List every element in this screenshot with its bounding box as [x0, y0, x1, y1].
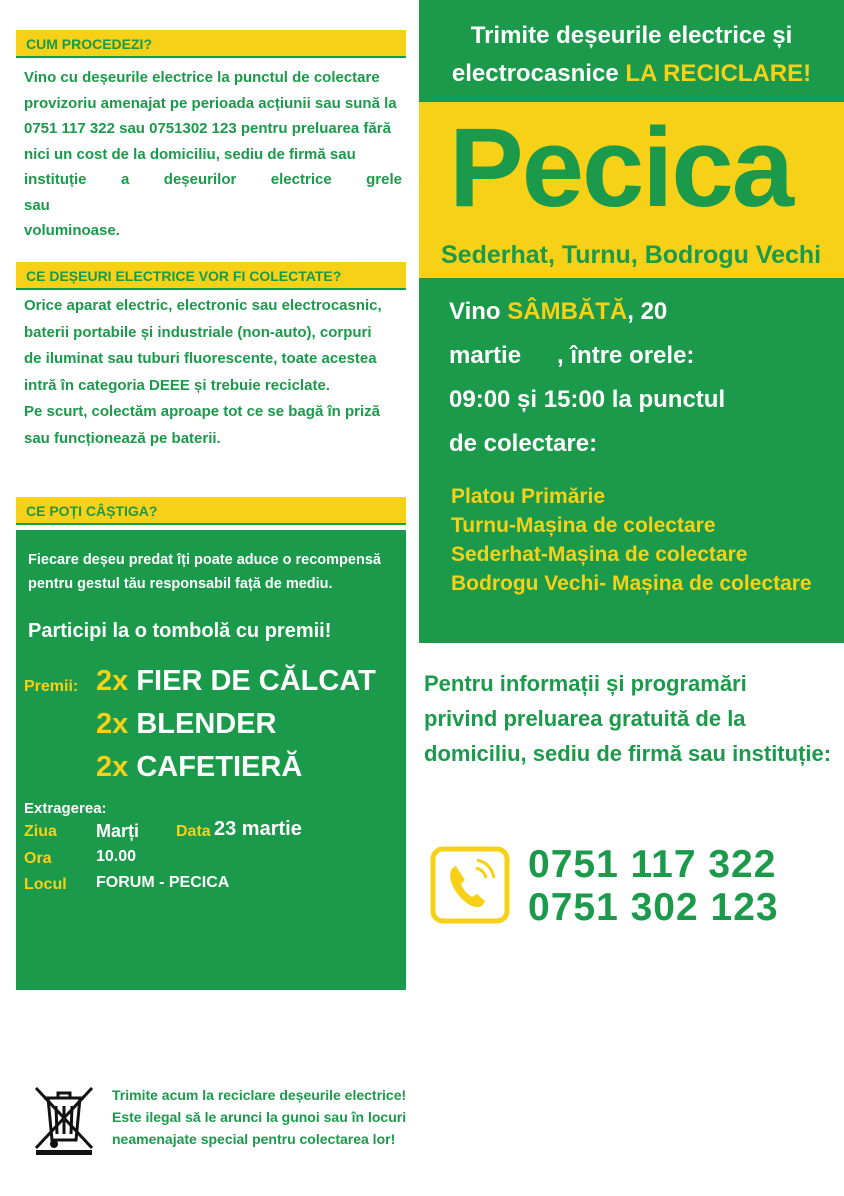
what-line: intră în categoria DEEE și trebuie reciclate.: [24, 376, 330, 394]
contact-info: Pentru informații și programări privind preluarea gratuită de la domiciliu, sediu de firmă sau instituție:: [424, 671, 832, 766]
win-intro: Fiecare deșeu predat îți poate aduce o recompensă pentru gestul tău responsabil față de mediu.: [28, 552, 381, 592]
draw-label: Extragerea:: [24, 800, 107, 817]
what-line: de iluminat sau tuburi fluorescente, toate acestea: [24, 350, 377, 367]
raffle-title: Participi la o tombolă cu premii!: [28, 620, 332, 642]
phone-number-1[interactable]: 0751 117 322: [528, 843, 777, 886]
schedule-line4: de colectare:: [449, 430, 598, 457]
place-label: Locul: [24, 876, 67, 893]
how-line: Vino cu deșeurile electrice la punctul de colectare: [24, 69, 380, 86]
what-line: sau funcționează pe baterii.: [24, 429, 221, 447]
date-label: Data: [176, 823, 211, 840]
headline-line1: Trimite deșeurile electrice și: [470, 22, 793, 49]
location-item: Sederhat-Mașina de colectare: [451, 543, 748, 566]
how-line: provizoriu amenajat pe perioada acțiunii sau sună la: [24, 94, 397, 112]
hour-value: 10.00: [96, 848, 137, 865]
what-line: Orice aparat electric, electronic sau electrocasnic,: [24, 297, 382, 314]
win-heading: CE POȚI CÂȘTIGA?: [16, 497, 406, 525]
location-item: Turnu-Mașina de colectare: [451, 514, 716, 537]
how-line: 0751 117 322 sau 0751302 123 pentru preluarea fără: [24, 120, 391, 137]
what-heading: CE DEȘEURI ELECTRICE VOR FI COLECTATE?: [16, 262, 406, 290]
prize-list: [96, 660, 376, 789]
phone-number-2[interactable]: 0751 302 123: [528, 886, 779, 929]
schedule-line3: 09:00 și 15:00 la punctul: [449, 386, 726, 413]
day-label: Ziua: [24, 823, 57, 840]
schedule-panel: [419, 278, 844, 643]
hour-label: Ora: [24, 850, 52, 867]
location-item: Bodrogu Vechi- Mașina de colectare: [451, 572, 812, 595]
how-heading: CUM PROCEDEZI?: [16, 30, 406, 58]
prize-item: 2x BLENDER: [96, 708, 277, 740]
schedule-line2: martie , între orele:: [449, 342, 695, 369]
town-name: Pecica: [449, 105, 792, 230]
what-line: baterii portabile și industriale (non-auto), corpuri: [24, 323, 372, 341]
how-line: voluminoase.: [24, 222, 120, 239]
prize-item: 2x CAFETIERĂ: [96, 751, 303, 783]
prizes-label: Premii:: [24, 678, 79, 695]
how-line: instituție a deșeurilor electrice grele sau: [24, 171, 402, 214]
day-value: Marți: [96, 821, 140, 841]
schedule-line1: Vino SÂMBĂTĂ, 20: [449, 298, 668, 325]
how-line: nici un cost de la domiciliu, sediu de firmă sau: [24, 145, 356, 163]
location-list: [451, 482, 812, 598]
place-value: FORUM - PECICA: [96, 874, 230, 891]
phone-icon: [430, 846, 510, 924]
what-text: [24, 293, 402, 452]
crossed-bin-icon: [30, 1084, 98, 1156]
what-line: Pe scurt, colectăm aproape tot ce se bagă în priză: [24, 403, 380, 420]
headline-banner: [419, 0, 844, 102]
prize-item: 2x FIER DE CĂLCAT: [96, 665, 376, 697]
footer-text: Trimite acum la reciclare deșeurile electrice! Este ilegal să le arunci la gunoi sau în locuri neamenajate special pentru colectarea lor!: [112, 1087, 407, 1147]
town-banner: [419, 102, 844, 278]
villages: Sederhat, Turnu, Bodrogu Vechi: [441, 241, 822, 269]
how-text: [24, 65, 402, 244]
prizes-panel: [16, 530, 406, 990]
date-value: 23 martie: [214, 818, 302, 840]
location-item: Platou Primărie: [451, 485, 606, 508]
headline-line2: electrocasnice LA RECICLARE!: [451, 60, 812, 87]
